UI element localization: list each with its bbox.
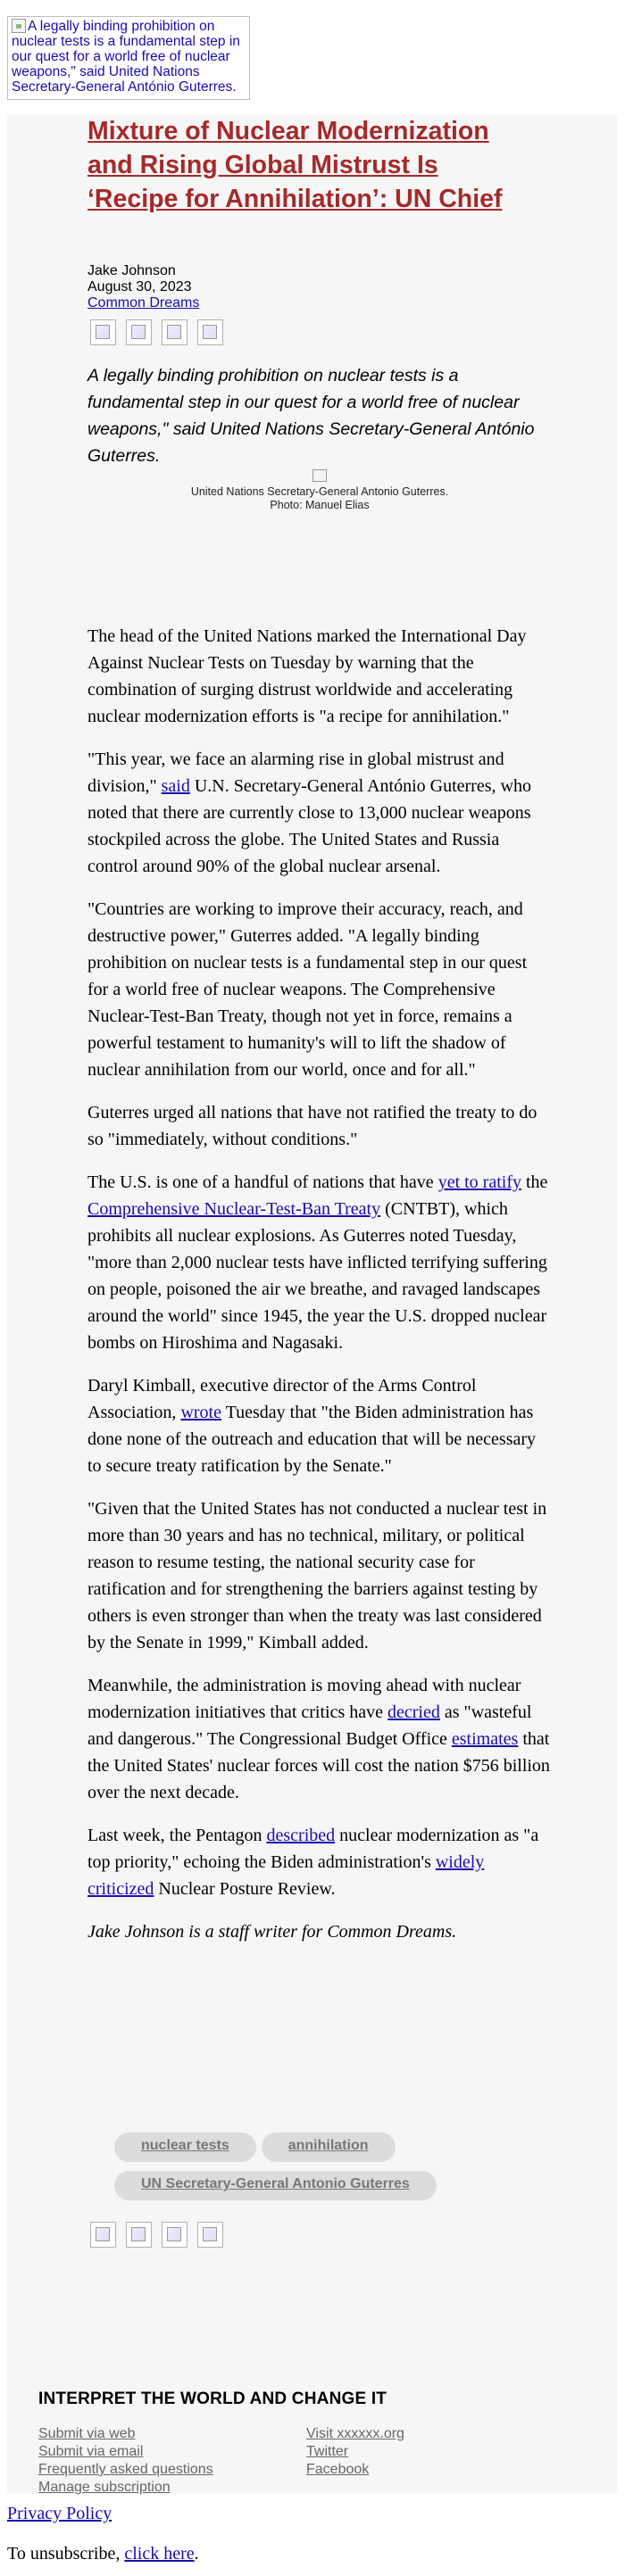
share-email-icon[interactable] [197, 319, 223, 345]
inline-link-yet-to-ratify[interactable]: yet to ratify [438, 1172, 521, 1192]
paragraph: "Given that the United States has not conducted a nuclear test in more than 30 years and has no technical, military, or political reason to resume testing, the national security case for ratification and for strengthening the barriers against testing by others is even stronger than when the treaty was last considered by the Senate in 1999," Kimball added. [88, 1499, 547, 1652]
inline-link-said[interactable]: said [161, 776, 190, 796]
paragraph: Meanwhile, the administration is moving ahead with nuclear modernization initiatives that critics have decried as "wasteful and dangerous." The Congressional Budget Office estimates that the United States' nuclear forces will cost the nation $756 billion over the next decade. [88, 1676, 550, 1802]
source-link[interactable]: Common Dreams [88, 295, 200, 311]
article-figure [88, 469, 552, 512]
tag-pill[interactable]: UN Secretary-General Antonio Guterres [114, 2171, 437, 2200]
footer-link-twitter[interactable]: Twitter [306, 2444, 349, 2459]
publish-date: August 30, 2023 [88, 279, 192, 294]
footer-right-links [306, 2425, 574, 2497]
share-email-icon[interactable] [197, 2222, 223, 2248]
header-image-alt: A legally binding prohibition on nuclear tests is a fundamental step in our quest for a world free of nuclear weapons," said United Nations Secretary-General António Guterres. [12, 19, 240, 95]
paragraph: The U.S. is one of a handful of nations that have yet to ratify the Comprehensive Nuclear-Test-Ban Treaty (CNTBT), which prohibits all nuclear explosions. As Guterres noted Tuesday, "more than 2,000 nuclear tests have inflicted terrifying suffering on people, poisoned the air we breathe, and ravaged landscapes around the world" since 1945, the year the U.S. dropped nuclear bombs on Hiroshima and Nagasaki. [88, 1172, 548, 1353]
share-icons-bottom [90, 2222, 223, 2248]
article-body [88, 623, 552, 1961]
tag-list [114, 2133, 489, 2209]
paragraph: Guterres urged all nations that have not ratified the treaty to do so "immediately, without conditions." [88, 1103, 538, 1149]
tag-pill[interactable]: nuclear tests [114, 2133, 256, 2162]
share-twitter-icon[interactable] [126, 319, 152, 345]
share-reddit-icon[interactable] [162, 2222, 188, 2248]
article-meta [88, 263, 199, 311]
author-bio: Jake Johnson is a staff writer for Common Dreams. [88, 1922, 457, 1942]
footer-link-submit-web[interactable]: Submit via web [38, 2426, 136, 2441]
paragraph: The head of the United Nations marked the International Day Against Nuclear Tests on Tuesday by warning that the combination of surging distrust worldwide and accelerating nuclear modernization efforts is "a recipe for annihilation." [88, 626, 527, 726]
share-icons-top [90, 319, 223, 345]
paragraph: Daryl Kimball, executive director of the Arms Control Association, wrote Tuesday that "the Biden administration has done none of the outreach and education that will be necessary to secure treaty ratification by the Senate." [88, 1376, 537, 1476]
inline-link-widely-criticized[interactable]: widely criticized [88, 1852, 485, 1899]
share-facebook-icon[interactable] [90, 319, 116, 345]
newsletter-container [7, 114, 618, 2494]
header-image[interactable] [7, 16, 250, 100]
share-twitter-icon[interactable] [126, 2222, 152, 2248]
tag-pill[interactable]: annihilation [262, 2133, 396, 2162]
inline-link-wrote[interactable]: wrote [180, 1403, 221, 1422]
unsubscribe-link[interactable]: click here [124, 2544, 195, 2564]
footer-link-visit-site[interactable]: Visit xxxxxx.org [306, 2426, 404, 2441]
paragraph: "This year, we face an alarming rise in global mistrust and division," said U.N. Secretary-General António Guterres, who noted that there are currently close to 13,000 nuclear weapons stockpiled across the globe. The United States and Russia control around 90% of the global nuclear arsenal. [88, 750, 531, 876]
image-caption: United Nations Secretary-General Antonio Guterres. [190, 485, 449, 498]
inline-link-estimates[interactable]: estimates [451, 1729, 519, 1749]
privacy-policy-link[interactable]: Privacy Policy [7, 2504, 112, 2523]
footer-heading: INTERPRET THE WORLD AND CHANGE IT [38, 2390, 388, 2408]
footer-link-facebook[interactable]: Facebook [306, 2462, 370, 2477]
inline-link-cntbt[interactable]: Comprehensive Nuclear-Test-Ban Treaty [88, 1199, 381, 1219]
footer-link-submit-email[interactable]: Submit via email [38, 2444, 144, 2459]
author-name: Jake Johnson [88, 263, 176, 278]
footer-link-faq[interactable]: Frequently asked questions [38, 2462, 213, 2477]
article-title[interactable]: Mixture of Nuclear Modernization and Rising Global Mistrust Is ‘Recipe for Annihilation’: UN Chief [88, 117, 503, 213]
footer-left-links [38, 2425, 306, 2497]
article-image-icon [312, 469, 327, 482]
share-facebook-icon[interactable] [90, 2222, 116, 2248]
inline-link-decried[interactable]: decried [388, 1702, 440, 1722]
share-reddit-icon[interactable] [162, 319, 188, 345]
paragraph: Last week, the Pentagon described nuclear modernization as "a top priority," echoing the Biden administration's widely criticized Nuclear Posture Review. [88, 1826, 539, 1899]
footer-link-manage-subscription[interactable]: Manage subscription [38, 2480, 171, 2495]
unsubscribe-line: To unsubscribe, click here. [7, 2544, 199, 2564]
broken-image-icon [12, 19, 26, 33]
newsletter-footer [38, 2390, 592, 2497]
article-lede: A legally binding prohibition on nuclear tests is a fundamental step in our quest for a world free of nuclear weapons," said United Nations Secretary-General António Guterres. [88, 366, 535, 466]
paragraph: "Countries are working to improve their accuracy, reach, and destructive power," Guterres added. "A legally binding prohibition on nuclear tests is a fundamental step in our quest for a world free of nuclear weapons. The Comprehensive Nuclear-Test-Ban Treaty, though not yet in force, remains a powerful testament to humanity's will to lift the shadow of nuclear annihilation from our world, once and for all." [88, 899, 528, 1080]
inline-link-described[interactable]: described [266, 1826, 336, 1845]
image-credit: Photo: Manuel Elias [270, 499, 370, 511]
